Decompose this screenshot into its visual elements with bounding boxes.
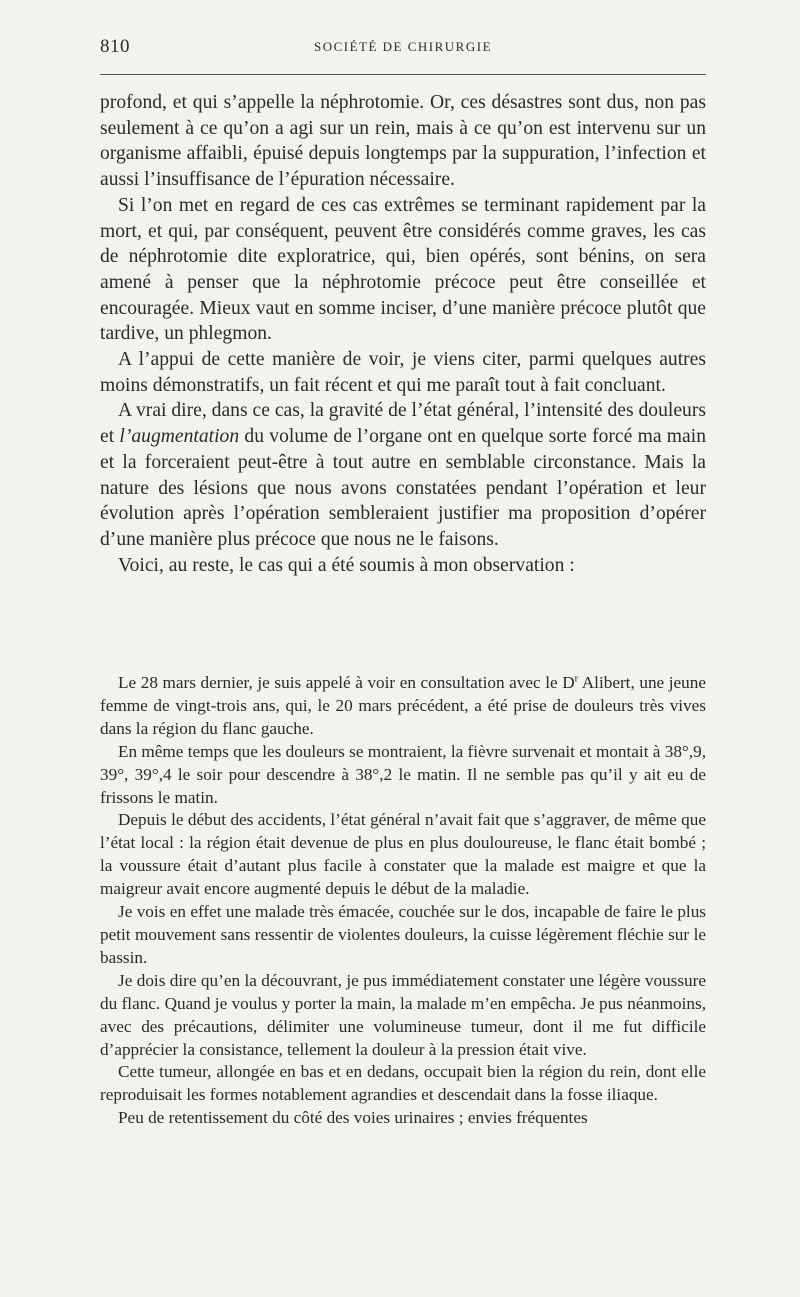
paragraph-4: [100, 398, 706, 552]
observation-paragraph-2: En même temps que les douleurs se montraient, la fièvre survenait et montait à 38°,9, 39°, 39°,4 le soir pour descendre à 38°,2 le matin. Il ne semble pas qu’il y ait eu de frissons le matin.: [100, 741, 706, 807]
observation-text: [100, 672, 706, 1130]
observation-paragraph-5: Je dois dire qu’en la découvrant, je pus immédiatement constater une légère voussure du flanc. Quand je voulus y porter la main, la malade m’en empêcha. Je pus néanmoins, avec des précautions, délimiter une volumineuse tumeur, dont il me fut difficile d’apprécier la consistance, tellement la douleur à la pression était vive.: [100, 970, 706, 1059]
paragraph-3: A l’appui de cette manière de voir, je viens citer, parmi quelques autres moins démonstratifs, un fait récent et qui me paraît tout à fait concluant.: [100, 349, 706, 396]
paragraph-2: Si l’on met en regard de ces cas extrêmes se terminant rapidement par la mort, et qui, par conséquent, peuvent être considérés comme graves, les cas de néphrotomie dite exploratrice, qui, bien opérés, sont bénins, on sera amené à penser que la néphrotomie précoce peut être conseillée et encouragée. Mieux vaut en somme inciser, d’une manière précoce plutôt que tardive, un phlegmon.: [100, 194, 706, 345]
header-rule: [100, 74, 706, 75]
observation-paragraph-1: [100, 672, 706, 741]
main-text: [100, 90, 706, 578]
observation-paragraph-7: Peu de retentissement du côté des voies urinaires ; envies fréquentes: [118, 1108, 588, 1128]
running-head: [100, 36, 706, 62]
paragraph-4-italic: l’augmentation: [119, 426, 240, 448]
paragraph-5: Voici, au reste, le cas qui a été soumis à mon observation :: [118, 554, 575, 576]
paragraph-4-end: du volume de l’organe ont en quelque sorte forcé ma main et la forceraient peut-être à tout autre en semblable circonstance. Mais la nature des lésions que nous avons constatées pendant l’opération et leur évolution après l’opération sembleraient justifier ma proposition d’opérer d’une manière plus précoce que nous ne le faisons.: [100, 426, 706, 550]
observation-1-end: Alibert, une jeune femme de vingt-trois ans, qui, le 20 mars précédent, a été prise de douleurs très vives dans la région du flanc gauche.: [100, 673, 706, 738]
paragraph-1: profond, et qui s’appelle la néphrotomie. Or, ces désastres sont dus, non pas seulement à ce qu’on a agi sur un rein, mais à ce qu’on est intervenu sur un organisme affaibli, épuisé depuis longtemps par la suppuration, l’infection et aussi l’insuffisance de l’épuration nécessaire.: [100, 92, 706, 191]
observation-paragraph-3: Depuis le début des accidents, l’état général n’avait fait que s’aggraver, de même que l’état local : la région était devenue de plus en plus douloureuse, le flanc était bombé ; la voussure était d’autant plus facile à constater que la malade est maigre et que la maigreur avait encore augmenté depuis le début de la maladie.: [100, 810, 706, 899]
paragraph-4-start: A vrai dire, dans ce cas, la gravité de l’état général, l’intensité des douleurs et: [100, 400, 706, 448]
observation-paragraph-4: Je vois en effet une malade très émacée, couchée sur le dos, incapable de faire le plus petit mouvement sans ressentir de violentes douleurs, la cuisse légèrement fléchie sur le bassin.: [100, 902, 706, 967]
running-title: SOCIÉTÉ DE CHIRURGIE: [313, 39, 493, 54]
page-number: 810: [100, 36, 130, 57]
doctor-abbrev-sup: r: [574, 673, 579, 685]
observation-1-start: Le 28 mars dernier, je suis appelé à voir en consultation avec le D: [118, 673, 575, 692]
observation-paragraph-6: Cette tumeur, allongée en bas et en dedans, occupait bien la région du rein, dont elle reproduisait les formes notablement agrandies et descendait dans la fosse iliaque.: [100, 1062, 706, 1105]
